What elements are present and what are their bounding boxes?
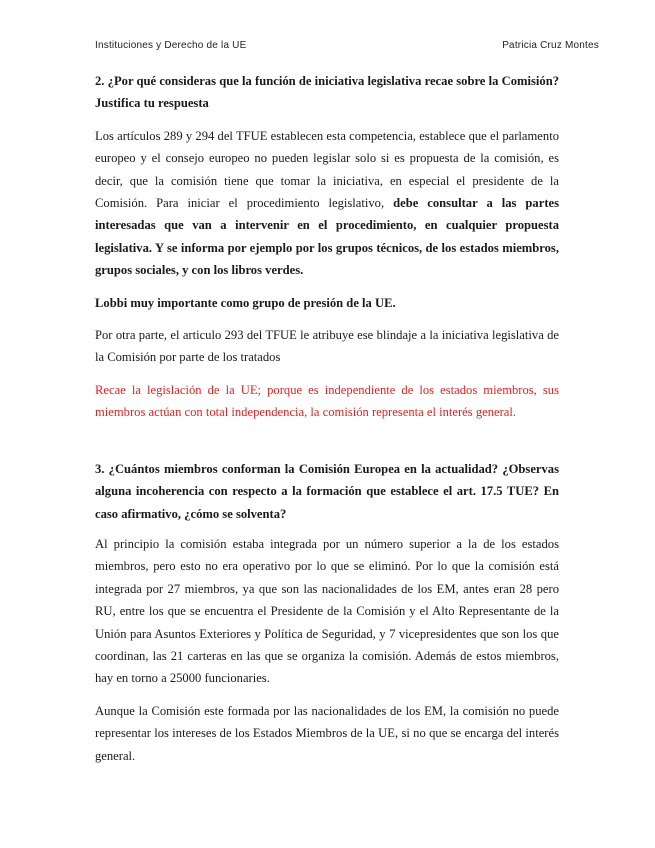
document-body bbox=[95, 70, 559, 767]
question-2-paragraph-1-text: Los artículos 289 y 294 del TFUE establecen esta competencia, establece que el parlamento europeo y el consejo europeo no pueden legislar solo si es propuesta de la comisión, es decir, que la comisión tiene que tomar la iniciativa, en especial el presidente de la Comisión. Para iniciar el procedimiento legislativo, bbox=[95, 128, 559, 211]
question-2-title: 2. ¿Por qué consideras que la función de iniciativa legislativa recae sobre la Comisión? Justifica tu respuesta bbox=[95, 74, 559, 111]
question-3-title: 3. ¿Cuántos miembros conforman la Comisión Europea en la actualidad? ¿Observas alguna incoherencia con respecto a la formación que establece el art. 17.5 TUE? En caso afirmativo, ¿cómo se solventa? bbox=[95, 461, 559, 521]
question-2-paragraph-1-bold-text: debe consultar a las partes interesadas que van a intervenir en el procedimiento, en cualquier propuesta legislativa. Y se informa por ejemplo por los grupos técnicos, de los estados miembros, grupos sociales, y con los libros verdes. bbox=[95, 196, 560, 278]
question-2-paragraph-2: Lobbi muy importante como grupo de presión de la UE. bbox=[95, 295, 396, 310]
header-course-title: Instituciones y Derecho de la UE bbox=[95, 40, 247, 51]
question-2-paragraph-1 bbox=[95, 125, 559, 282]
question-3-paragraph-2: Aunque la Comisión este formada por las nacionalidades de los EM, la comisión no puede representar los intereses de los Estados Miembros de la UE, si no que se encarga del interés general. bbox=[95, 703, 559, 763]
header-author-name: Patricia Cruz Montes bbox=[502, 40, 599, 51]
question-3-section bbox=[95, 458, 559, 767]
question-3-paragraph-1: Al principio la comisión estaba integrada por un número superior a la de los estados miembros, pero esto no era operativo por lo que se eliminó. Por lo que la comisión está integrada por 27 miembros, ya que son las nacionalidades de los EM, antes eran 28 pero RU, entre los que se encuentra el Presidente de la Comisión y el Alto Representante de la Unión para Asuntos Exteriores y Política de Seguridad, y 7 vicepresidentes que son los que coordinan, las 21 carteras en las que se organiza la comisión. Además de estos miembros, hay en torno a 25000 funcionaries. bbox=[95, 536, 559, 686]
question-2-paragraph-3: Por otra parte, el articulo 293 del TFUE le atribuye ese blindaje a la iniciativa legislativa de la Comisión por parte de los tratados bbox=[95, 328, 559, 365]
question-2-answer-highlight: Recae la legislación de la UE; porque es independiente de los estados miembros, sus miembros actúan con total independencia, la comisión representa el interés general. bbox=[95, 382, 559, 420]
page-header bbox=[95, 40, 599, 54]
question-2-section bbox=[95, 70, 559, 424]
